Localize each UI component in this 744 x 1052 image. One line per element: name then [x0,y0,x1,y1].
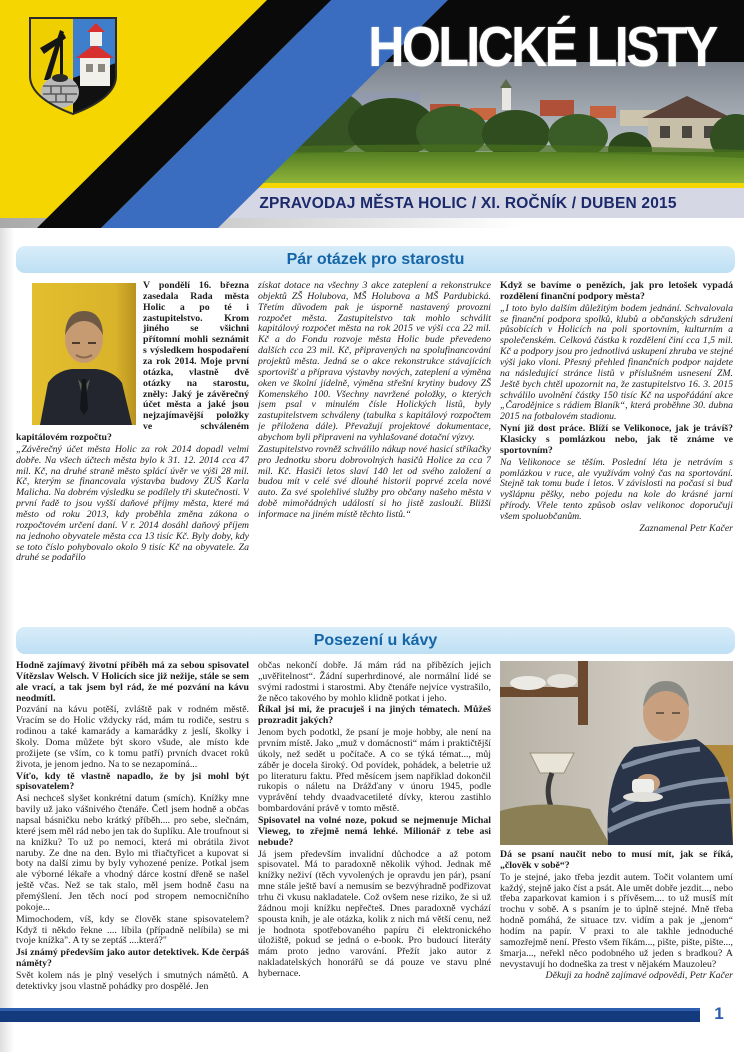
footer-bar [0,1008,700,1022]
answer: Pozvání na kávu potěší, zvláště pak v rodném městě. Vracím se do Holic vždycky rád, mám tu rodiče, sestru s rodinou a také kamarády a kamarádky z jeslí, školky i školy. Doma můžete být skoro všude, ale místo kde prožijete (se vším, co k tomu patří) prvních dvacet roků života, je jenom jedno. Na to se nezapomíná... [16,704,249,770]
masthead-banner: ZPRAVODAJ MĚSTA HOLIC / XI. ROČNÍK / DUBEN 2015 [259,195,677,212]
section2-heading: Posezení u kávy [16,627,735,654]
answer: Svět kolem nás je plný veselých i smutných námětů. A detektivky jsou vlastně pohádky pro dospělé. Jen [16,970,249,992]
writer-photo [500,661,733,845]
section1-heading: Pár otázek pro starostu [16,246,735,273]
section1-column-3 [500,281,733,619]
section2-body [16,661,735,1006]
mayor-photo [32,283,136,425]
answer: získat dotace na všechny 3 akce zateplení a rekonstrukce objektů ZŠ Holubova, MŠ Holubova a MŠ Pardubická. Třetím důvodem pak je úsporně nastavený provozní rozpočet města. Zastupitelstvo tak mohlo schválit kapitálový rozpočet města na rok 2015 ve výši cca 22 mil. Kč a do Fondu rozvoje města Holic bude převedeno dalších cca 23 mil. Kč, připravených na spolufinancování projektů města. Jedná se o akce rekonstrukce stávajících sportovišť a příprava výstavby nových, zateplení a výměna oken ve školní jídelně, výměna střešní krytiny budovy ZŠ Komenského 100. Všechny navržené položky, o kterých jsem psal v minulém čísle Holických listů, byly zastupitelstvem schváleny (tabulka s kapitálový rozpočtem je přiložena dále). Převažují projektové dokumentace, abychom byli připraveni na vyhlašované dotační výzvy. [258,281,491,444]
signature: Děkuji za hodně zajímavé odpovědi, Petr Kačer [545,970,733,982]
section2-column-1 [16,661,249,1006]
section2-column-3 [500,661,733,1006]
section2-intro: Hodně zajímavý životní příběh má za sebou spisovatel Vítězslav Welsch. V Holicích sice již nežije, stále se sem ale vrací, a tak jsem byl rád, že mé pozvání na kávu neodmítl. [16,661,249,704]
answer: „I toto bylo dalším důležitým bodem jednání. Schvalovala se finanční podpora spolků, klubů a občanských sdružení působících v Holicích na poli sportovním, kulturním a společenském. Celková částka k rozdělení činí cca 1,5 mil. Kč a podpory jsou pro jednotlivá uskupení zhruba ve stejné výši jako vloni. Přesný přehled finančních podpor najdete na následující stránce listů v příslušném usnesení ZM. Ještě bych chtěl upozornit na, že zastupitelstvo 16. 3. 2015 schválilo uvolnění částky 150 tisíc Kč na uspořádání akce „Čarodějnice s rádiem Blaník“, která proběhne 30. dubna 2015 na fotbalovém stadionu. [500,302,733,423]
answer: Zastupitelstvo rovněž schválilo nákup nové hasicí stříkačky pro Jednotku sboru dobrovolných hasičů Holice za cca 7 mil. Kč. Hasiči letos slaví 140 let od svého založení a budou mít v celé své dlouhé historii poprvé zcela nové auto. Za své spolehlivé služby pro občany našeho města v době mimořádných událostí si ho jistě zaslouží. Bližší informace na jiném místě těchto listů.“ [258,443,491,521]
question: Dá se psaní naučit nebo to musí mít, jak se říká, „člověk v sobě“? [500,849,733,871]
masthead [0,0,744,228]
question: Spisovatel na volné noze, pokud se nejmenuje Michal Vieweg, to zřejmě nemá lehké. Milionář z tebe asi nebude? [258,815,491,848]
answer: Mimochodem, víš, kdy se člověk stane spisovatelem? Když ti někdo řekne .... líbila (případně nelíbila) se mi tvoje knížka". A ty se zeptáš ....která?" [16,913,249,947]
answer: To je stejné, jako třeba jezdit autem. Točit volantem umí každý, stejně jako číst a psát. Ale umět dobře jezdit..., nebo třeba zaparkovat kamion i s přívěsem.... to už musíš mít trochu v sobě. A s psaním je to úplně stejné. Mně třeba hodně pomáhá, že situace tzv. vidím a pak je „jenom“ hodím na papír. V praxi to ale takhle jednoduché samozřejmě není. Přesto všem říkám..., pište, pište, pište..., šmarja..., neřekl něco podobného už jeden s bradkou? A nevystavují ho dodneška za trest v nějakém Mauzoleu? [500,871,733,970]
section2-column-2 [258,661,491,1006]
answer: Já jsem především invalidní důchodce a až potom spisovatel. Má to paradoxně několik výhod. Jednak mě knížky neživí (těch vyvolených je opravdu jen pár), psaní mne stále ještě baví a nemusím se bezvýhradně podřizovat trhu či vkusu nakladatele. Což ovšem nese riziko, že si už žádnou moji knížku nepřečteš. Dnes paradoxně vychází spousta knih, je ale otázka, kolik z nich má větší cenu, než je hodnota spotřebovaného papíru či elektronického úložiště, pokud se jedná o e-book. Pro budoucí literáty mám proto jedno varování. Přežít jako autor z nakladatelských honorářů se dá pouze ve stavu plné hybernace. [258,848,491,980]
answer: občas nekončí dobře. Já mám rád na příbězích jejich „uvěřitelnost“. Žádní superhrdinové, ale normální lidé se svými radostmi i starostmi. Aby čtenáře nejvíce vystrašilo, že něco takového by mohlo klidně potkat i jeho. [258,661,491,704]
question: Říkal jsi mi, že pracuješ i na jiných tématech. Můžeš prozradit jakých? [258,704,491,727]
section1-intro: V pondělí 16. března zasedala Rada města Holic a po té i zastupitelstvo. Krom jiného se všichni přítomní mohli seznámit s výsledkem hospodaření za rok 2014. Moje první otázka, vlastně dvě otázky na starostu, zněly: Jaký je závěrečný účet města a jaké jsou nejzajímavější položky ve schváleném kapitálovém rozpočtu? [16,281,249,444]
section1-column-1 [16,281,249,619]
question: Když se bavíme o penězích, jak pro letošek vypadá rozdělení finanční podpory města? [500,281,733,302]
section1-column-2 [258,281,491,619]
answer: „Závěrečný účet města Holic za rok 2014 dopadl velmi dobře. Na všech účtech města bylo k 31. 12. 2014 cca 47 mil. Kč, na druhé straně město splácí úvěr ve výši 28 mil. Kč, kterým se financovala výstavba budovy ZUŠ Karla Malicha. Na dobrém výsledku se podílely tři skutečnosti. V první řadě to jsou vyšší daňové příjmy města, které má město od roku 2013, kdy proběhla změna zákona o rozpočtovém určení daní. V r. 2014 dosáhl daňový příjem na jednoho obyvatele města cca 13 tisíc Kč. Byly doby, kdy se toto číslo pohybovalo okolo 9 tisíc Kč na obyvatele. Za druhé se podařilo [16,443,249,564]
newsletter-title: HOLICKÉ LISTY [368,15,716,79]
question: Víťo, kdy tě vlastně napadlo, že by jsi mohl být spisovatelem? [16,770,249,793]
section1-body [16,281,735,619]
answer: Jenom bych podotkl, že psaní je moje hobby, ale není na prvním místě. Jako „muž v domácnosti“ mám i praktičtější úkoly, než sedět u počítače. A co se týká témat..., můj záběr je docela široký. Od povídek, pohádek, a beletrie už po literaturu faktu. Před měsícem jsem například dokončil rukopis o náletu na Drážďany v únoru 1945, podle vyprávění tehdy dvaadvacetileté dívky, kterou zastihlo bombardování právě v tomto městě. [258,727,491,815]
signature: Zaznamenal Petr Kačer [639,522,733,534]
question: Nyní již dost práce. Blíží se Velikonoce, jak je trávíš? Klasicky s pomlázkou nebo, jak tě známe ve sportovním? [500,423,733,456]
page-number: 1 [714,1004,724,1023]
question: Jsi známý především jako autor detektivek. Kde čerpáš náměty? [16,947,249,970]
answer: Na Velikonoce se těším. Poslední léta je netrávím s pomlázkou v ruce, ale využívám volný čas na sportování. Stejně tak tomu bude i letos. V závislosti na počasí si buď vyšlápnu pěšky, nebo pojedu na kole do krásné jarní přírody. Vřele tento způsob oslav velikonoc doporučuji všem spoluobčanům. [500,456,733,523]
answer: Asi nechceš slyšet konkrétní datum (smích). Knížky mne bavily už jako vášnivého čtenáře. Četl jsem hodně a občas napsal básničku nebo krátký příběh.... pro sebe, slečnám, které jsem měl rád nebo jen tak do šuplíku. Ale troufnout si na knižku? To už po nemoci, která mi obrátila život naruby. Ze dne na den. Bylo mi třiačtyřicet a kupovat si boty na další zimu by byly vyhozené peníze. Potkal jsem ale výborné lékaře a vhodný dárce kostní dřeně se našel ještě včas. Než se tak stalo, měl jsem hodně času na přemýšlení. Jen těch nocí pod stropem nemocničního pokoje... [16,793,249,913]
